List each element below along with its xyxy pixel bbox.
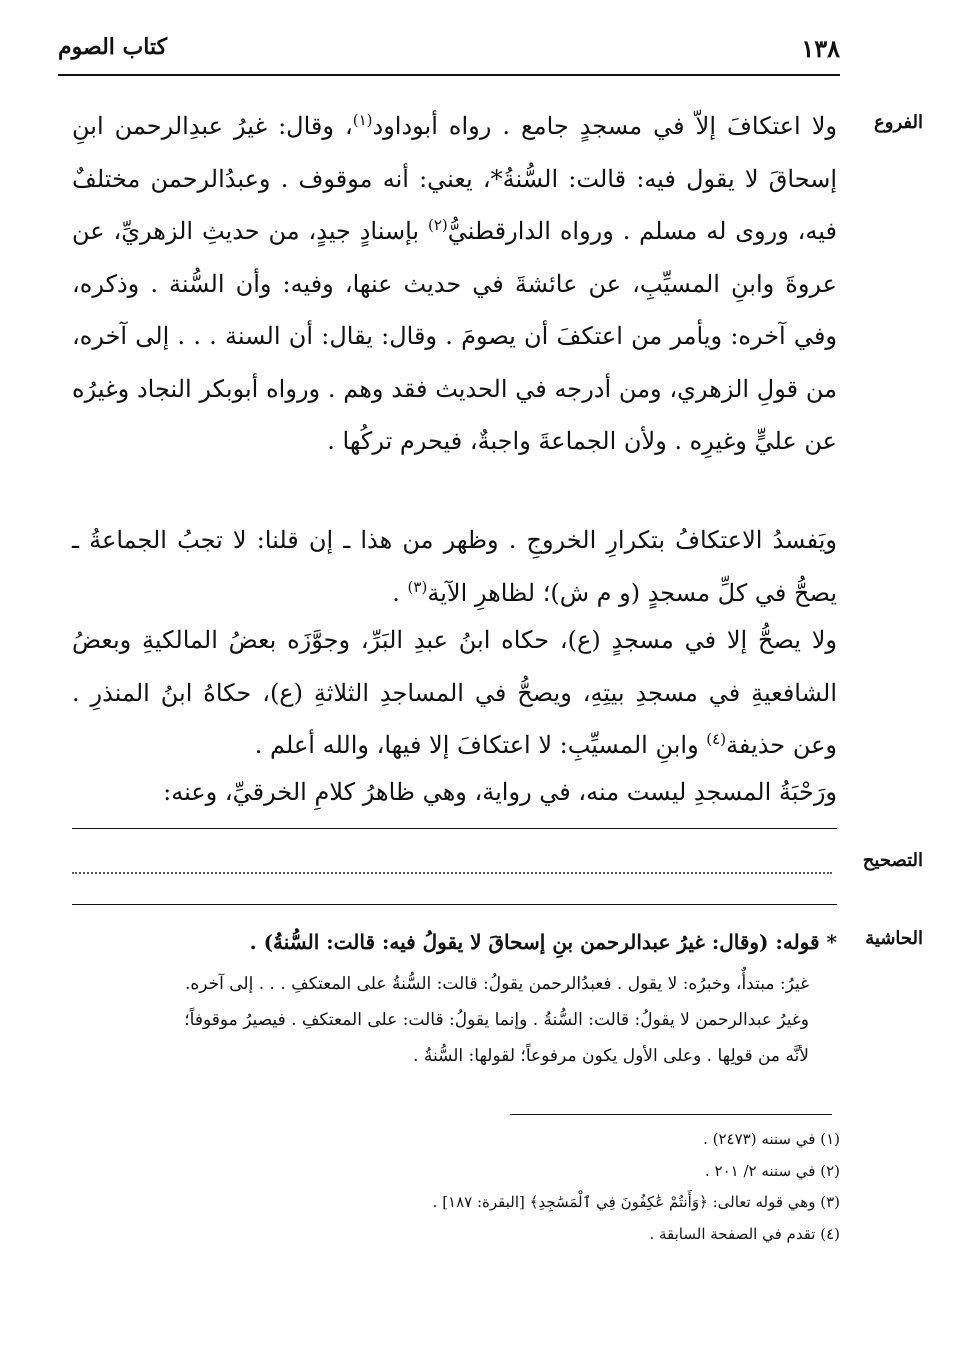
- hashiya-heading: * قوله: (وقال: غيرُ عبدالرحمن بنِ إسحاقَ لا يقولُ فيه: قالت: السُّنةُ) .: [249, 930, 837, 954]
- footnote-4: (٤) تقدم في الصفحة السابقة .: [649, 1224, 840, 1243]
- footnote-3: (٣) وهي قوله تعالى: ﴿وَأَنتُمْ عَٰكِفُونَ فِي ٱلْمَسَٰجِدِ﴾ [البقرة: ١٨٧] .: [432, 1193, 840, 1211]
- paragraph-1-part-b: ، وقال: غيرُ عبدِالرحمن ابنِ إسحاقَ لا يقول فيه: قالت: السُّنةُ*، يعني: أنه موقوف . وعبدُالرحمن مختلفٌ فيه، وروى له مسلم . ورواه الدارقطنيُّ: [72, 112, 837, 245]
- paragraph-1-part-c: بإسنادٍ جيدٍ، من حديثِ الزهريِّ، عن عروةَ وابنِ المسيِّبِ، عن عائشةَ في حديث عنها، وفيه: وأن السُّنة . وذكره، وفي آخره: ويأمر من اعتكفَ أن يصومَ . وقال: يقال: أن السنة . . . إلى آخره، من قولِ الزهري، ومن أدرجه في الحديث فقد وهم . ورواه أبوبكر النجاد وغيرُه عن عليٍّ وغيرِه . ولأن الجماعةَ واجبةٌ، فيحرم تركُها .: [72, 217, 837, 455]
- hashiya-section: [72, 922, 837, 1074]
- tashih-rule: [72, 904, 837, 905]
- footnotes-rule: [510, 1114, 832, 1115]
- footnote-2: (٢) في سننه ٢/ ٢٠١ .: [704, 1161, 840, 1180]
- footnote-ref-1: (١): [352, 111, 373, 129]
- hashiya-line: وغيرُ عبدالرحمن لا يقولُ: قالت: السُّنةُ . وإنما يقولُ: قالت: على المعتكفِ . فيصيرُ موقوفاً؛: [184, 1010, 809, 1030]
- header-rule: [58, 74, 840, 76]
- paragraph-4: ورَحْبَةُ المسجدِ ليست منه، في رواية، وهي ظاهرُ كلامِ الخرقيِّ، وعنه:: [163, 778, 837, 806]
- side-label-hashiya: الحاشية: [865, 928, 923, 949]
- page-number: ١٣٨: [801, 34, 840, 63]
- hashiya-body: [72, 966, 837, 1074]
- hashiya-line: لأنَّه من قولِها . وعلى الأول يكون مرفوعاً؛ لقولها: السُّنةُ .: [413, 1046, 809, 1066]
- footnotes: [200, 1124, 840, 1250]
- tashih-dotted-line: [72, 858, 832, 874]
- side-label-furu: الفروع: [874, 112, 923, 133]
- paragraph-3-part-b: وابنِ المسيِّبِ: لا اعتكافَ إلا فيها، والله أعلم .: [254, 731, 707, 759]
- page-header: [58, 34, 840, 74]
- main-text: [72, 100, 837, 468]
- paragraph-2-part-a: ويَفسدُ الاعتكافُ بتكرارِ الخروجِ . وظهر من هذا ـ إن قلنا: لا تجبُ الجماعةُ ـ يصحُّ في كلِّ مسجدٍ (و م ش)؛ لظاهرِ الآية: [72, 526, 837, 607]
- paragraph-1: [72, 100, 837, 468]
- main-text-4: [72, 766, 837, 819]
- footnote-ref-2: (٢): [427, 216, 448, 234]
- paragraph-1-part-a: ولا اعتكافَ إلاّ في مسجدٍ جامع . رواه أبوداود: [372, 112, 837, 140]
- paragraph-3-part-a: ولا يصحُّ إلا في مسجدٍ (ع)، حكاه ابنُ عبدِ البَرِّ، وجوَّزَه بعضُ المالكيةِ وبعضُ الشافعيةِ في مسجدِ بيتِهِ، ويصحُّ في المساجدِ الثلاثةِ (ع)، حكاهُ ابنُ المنذرِ . وعن حذيفة: [72, 626, 837, 759]
- paragraph-3: [72, 614, 837, 772]
- footnote-ref-4: (٤): [706, 730, 727, 748]
- paragraph-2-part-b: .: [392, 578, 408, 607]
- book-title: كتاب الصوم: [58, 34, 168, 60]
- hashiya-line: غيرُ: مبتدأٌ، وخبرُه: لا يقول . فعبدُالرحمن يقولُ: قالت: السُّنةُ على المعتكفِ . . . إلى آخره.: [184, 974, 809, 994]
- main-text-rule: [72, 828, 837, 829]
- main-text-2: [72, 514, 837, 619]
- footnote-ref-3: (٣): [407, 577, 428, 596]
- side-label-tashih: التصحيح: [862, 850, 923, 871]
- footnote-1: (١) في سننه (٢٤٧٣) .: [703, 1130, 840, 1148]
- main-text-3: [72, 614, 837, 772]
- paragraph-2: [72, 514, 837, 619]
